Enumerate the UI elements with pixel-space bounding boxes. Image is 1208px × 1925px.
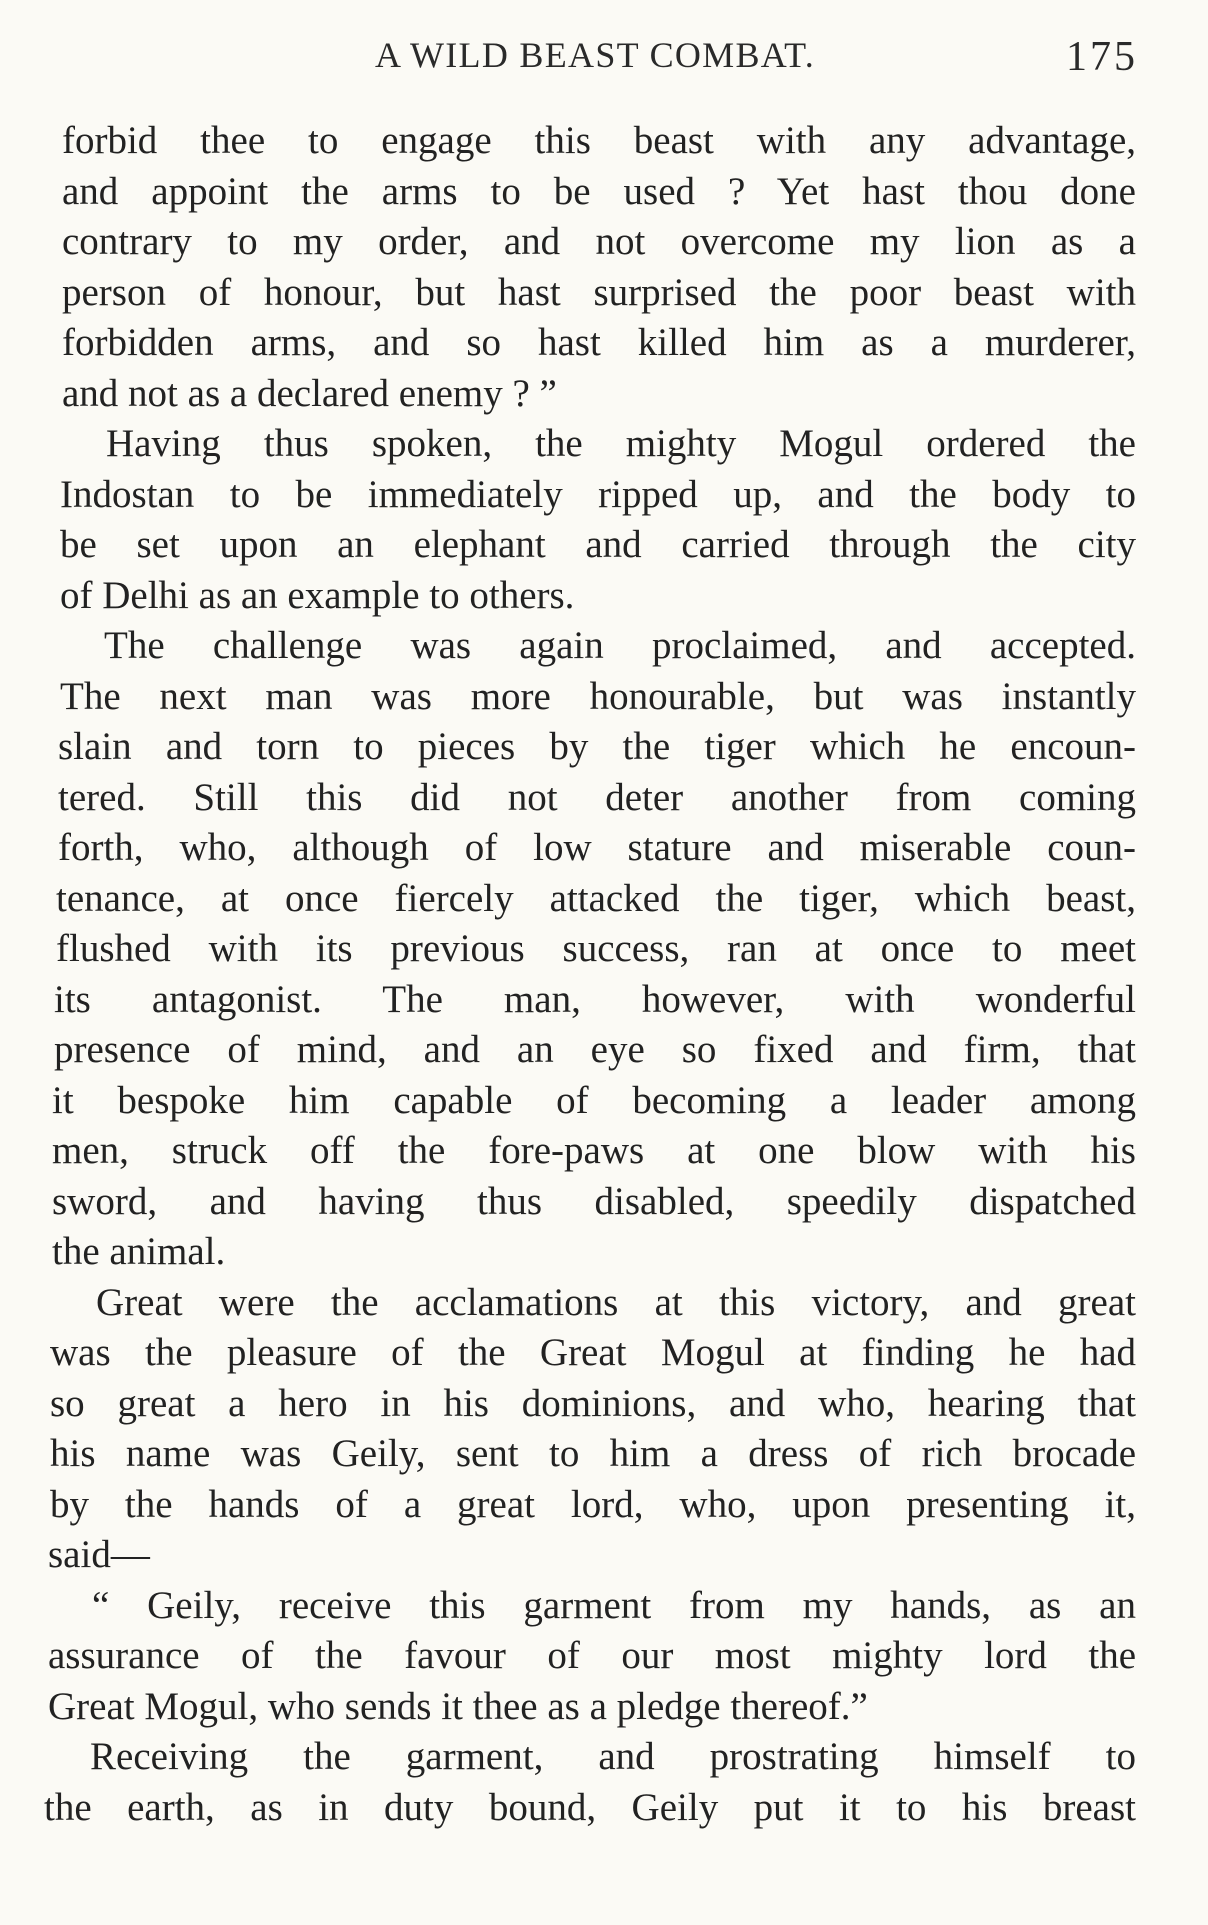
text-line: forth, who, although of low stature and miserable coun-: [58, 826, 1136, 869]
text-line: presence of mind, and an eye so fixed and firm, that: [54, 1028, 1136, 1071]
running-head: A WILD BEAST COMBAT.: [375, 35, 816, 75]
text-line: forbidden arms, and so hast killed him as a murderer,: [62, 321, 1136, 364]
text-line: sword, and having thus disabled, speedily dispatched: [52, 1179, 1136, 1223]
text-line: it bespoke him capable of becoming a leader among: [52, 1078, 1136, 1122]
text-line: The next man was more honourable, but was instantly: [60, 674, 1136, 718]
text-line: the earth, as in duty bound, Geily put it to his breast: [44, 1785, 1136, 1829]
text-line: flushed with its previous success, ran at once to meet: [56, 927, 1136, 970]
text-line: Indostan to be immediately ripped up, and the body to: [60, 472, 1136, 516]
text-line: be set upon an elephant and carried through the city: [60, 523, 1136, 566]
text-line: tenance, at once fiercely attacked the tiger, which beast,: [56, 876, 1136, 920]
text-line: Having thus spoken, the mighty Mogul ordered the: [106, 422, 1136, 465]
text-line: assurance of the favour of our most mighty lord the: [48, 1634, 1136, 1677]
text-line: person of honour, but hast surprised the poor beast with: [62, 270, 1136, 314]
text-line: Receiving the garment, and prostrating himself to: [90, 1735, 1136, 1778]
text-line: so great a hero in his dominions, and who, hearing that: [50, 1381, 1136, 1425]
text-line: and appoint the arms to be used ? Yet hast thou done: [62, 169, 1136, 213]
text-line: contrary to my order, and not overcome my lion as a: [62, 220, 1136, 263]
text-line: and not as a declared enemy ? ”: [62, 371, 557, 415]
text-line: its antagonist. The man, however, with wonderful: [54, 977, 1136, 1021]
text-line: of Delhi as an example to others.: [60, 573, 575, 617]
text-line: his name was Geily, sent to him a dress of rich brocade: [50, 1432, 1136, 1475]
text-line: tered. Still this did not deter another from coming: [58, 775, 1136, 819]
text-line: the animal.: [52, 1230, 226, 1273]
text-line: The challenge was again proclaimed, and accepted.: [104, 624, 1136, 667]
text-line: was the pleasure of the Great Mogul at finding he had: [50, 1331, 1136, 1374]
body-text: [44, 116, 1136, 1833]
text-line: Great Mogul, who sends it thee as a pledge thereof.”: [48, 1684, 868, 1728]
text-line: by the hands of a great lord, who, upon presenting it,: [50, 1482, 1136, 1526]
page-number: 175: [1066, 34, 1138, 80]
text-line: said—: [48, 1533, 150, 1576]
text-line: Great were the acclamations at this victory, and great: [96, 1280, 1136, 1324]
text-line: slain and torn to pieces by the tiger which he encoun-: [58, 725, 1136, 768]
text-line: men, struck off the fore-paws at one blow with his: [52, 1129, 1136, 1172]
text-line: forbid thee to engage this beast with any advantage,: [62, 119, 1136, 162]
text-line: “ Geily, receive this garment from my hands, as an: [92, 1583, 1136, 1627]
